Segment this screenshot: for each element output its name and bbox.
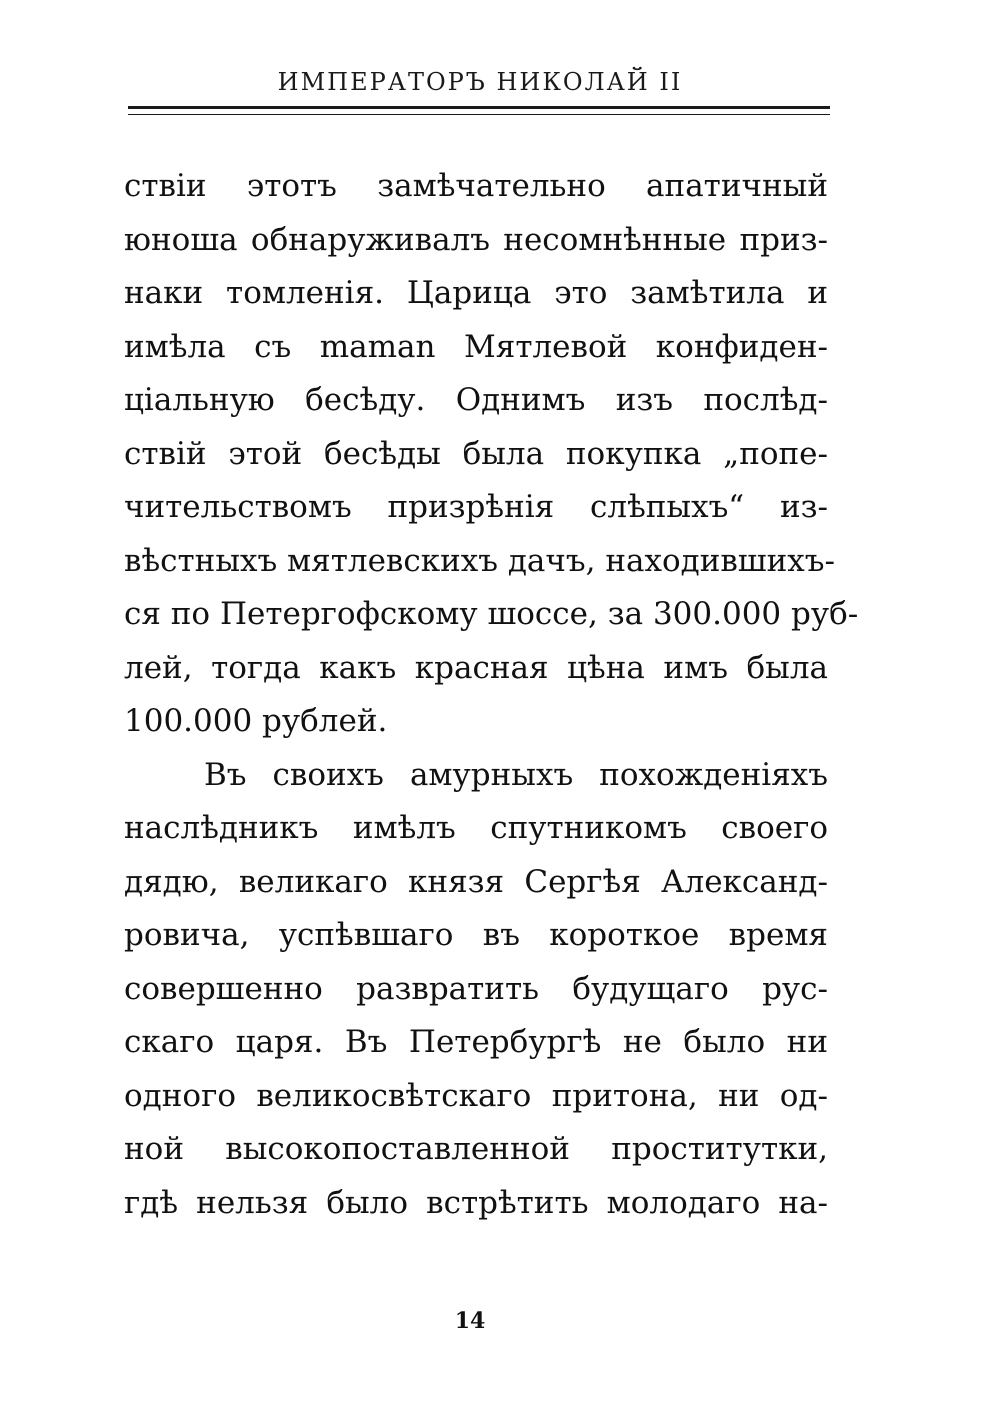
text-line: ся по Петергофскому шоссе, за 300.000 руб- [124, 596, 859, 632]
text-line: наки томленія. Царица это замѣтила и [124, 275, 828, 311]
body-text [124, 160, 859, 1230]
text-line: вѣстныхъ мятлевскихъ дачъ, находившихъ- [124, 542, 835, 579]
text-line: ровича, успѣвшаго въ короткое время [124, 917, 828, 953]
text-line: чительствомъ призрѣнія слѣпыхъ“ из- [124, 489, 828, 525]
text-line: ціальную бесѣду. Однимъ изъ послѣд- [124, 382, 828, 418]
text-line: ной высокопоставленной проститутки, [124, 1131, 828, 1167]
text-line: лей, тогда какъ красная цѣна имъ была [124, 649, 828, 686]
text-line: одного великосвѣтскаго притона, ни од- [124, 1077, 828, 1114]
text-line: ствіи этотъ замѣчательно апатичный [124, 168, 828, 204]
header-rule-thin [128, 114, 830, 115]
text-line: совершенно развратить будущаго рус- [124, 970, 828, 1007]
text-line: 100.000 рублей. [124, 703, 388, 739]
text-line: имѣла съ maman Мятлевой конфиден- [124, 328, 828, 365]
text-line: Въ своихъ амурныхъ похожденіяхъ [204, 756, 828, 793]
text-line: гдѣ нельзя было встрѣтить молодаго на- [124, 1184, 828, 1221]
text-line: скаго царя. Въ Петербургѣ не было ни [124, 1024, 828, 1060]
text-line: дядю, великаго князя Сергѣя Александ- [124, 863, 828, 900]
page-number: 14 [454, 1308, 486, 1334]
text-line: ствій этой бесѣды была покупка „попе- [124, 435, 828, 472]
running-head: ИМПЕРАТОРЪ НИКОЛАЙ II [277, 68, 683, 96]
text-line: наслѣдникъ имѣлъ спутникомъ своего [124, 810, 828, 846]
header-rule-thick [128, 106, 830, 109]
text-line: юноша обнаруживалъ несомнѣнные приз- [124, 221, 828, 258]
